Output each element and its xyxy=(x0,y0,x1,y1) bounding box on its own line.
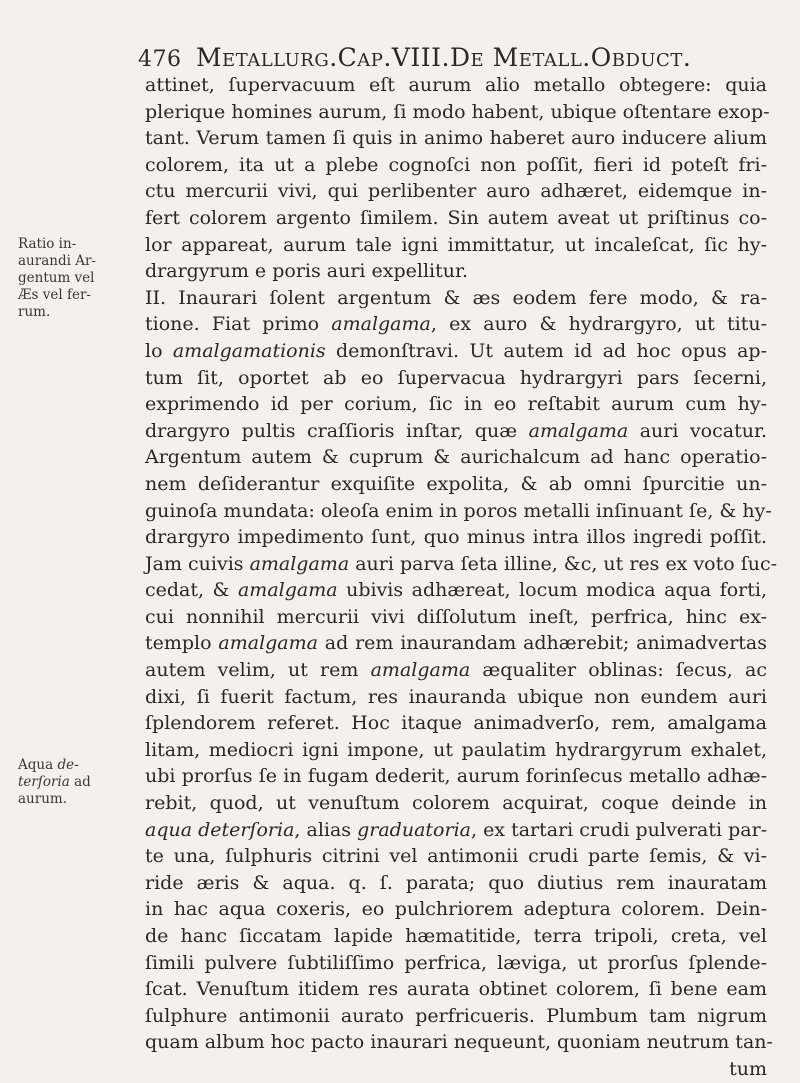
text-line xyxy=(145,178,767,205)
text-line xyxy=(145,232,767,259)
text-line xyxy=(145,152,767,179)
text-run: in hac aqua coxeris, eo pulchriorem adeptura colorem. Dein- xyxy=(145,898,767,921)
text-line xyxy=(145,737,767,764)
margin-note-line: terſoria ad xyxy=(18,774,91,790)
text-line xyxy=(145,99,770,126)
text-run: fert colorem argento ſimilem. Sin autem aveat ut priſtinus co- xyxy=(145,206,767,229)
text-line xyxy=(145,896,767,923)
italic-term: amalgama xyxy=(218,632,318,655)
margin-note-line: Ratio in- xyxy=(18,236,77,252)
text-line xyxy=(145,684,767,711)
text-line xyxy=(145,923,767,950)
text-run: Argentum autem & cuprum & aurichalcum ad hanc operatio- xyxy=(145,446,767,469)
text-run: ctu mercurii vivi, qui perlibenter auro adhæret, eidemque in- xyxy=(145,180,767,203)
text-line xyxy=(145,1003,767,1030)
text-line xyxy=(145,444,767,471)
text-run: tum ſit, oportet ab eo ſupervacua hydrargyri pars ſecerni, xyxy=(145,366,767,389)
text-line xyxy=(145,365,767,392)
italic-term: graduatoria xyxy=(357,818,471,841)
text-run: ad rem inaurandam adhærebit; animadvertas xyxy=(317,632,767,655)
text-line xyxy=(145,338,767,365)
italic-term: amalgamationis xyxy=(172,339,326,362)
text-run: demonſtravi. Ut autem id ad hoc opus ap- xyxy=(325,339,768,362)
text-run: ubivis adhæreat, locum modica aqua forti, xyxy=(337,579,768,602)
text-run: ſcat. Venuſtum itidem res aurata obtinet colorem, ſi bene eam xyxy=(145,978,767,1001)
text-line xyxy=(145,418,767,445)
text-run: attinet, ſupervacuum eſt aurum alio metallo obtegere: quia xyxy=(145,74,767,96)
text-line xyxy=(145,258,767,285)
text-run: exprimendo id per corium, ſic in eo reſtabit aurum cum hy- xyxy=(145,393,767,416)
margin-note-line: Aqua de- xyxy=(18,757,79,773)
text-run: ubi prorſus ſe in fugam dederit, aurum forinſecus metallo adhæ- xyxy=(145,765,767,788)
text-run: ſplendorem referet. Hoc itaque animadverſo, rem, amalgama xyxy=(145,712,767,735)
text-run: templo xyxy=(145,632,219,655)
text-line xyxy=(145,843,767,870)
margin-note-line: gentum vel xyxy=(18,270,95,286)
text-run: rebit, quod, ut venuſtum colorem acquirat, coque deinde in xyxy=(145,792,767,815)
italic-term: amalgama xyxy=(370,659,471,682)
text-line xyxy=(145,870,767,897)
text-run: plerique homines aurum, ſi modo habent, ubique oſtentare exop- xyxy=(145,100,770,123)
text-line xyxy=(145,1056,767,1083)
italic-term: amalgama xyxy=(249,552,350,575)
running-header xyxy=(138,43,778,72)
text-run: ſimili pulvere ſubtiliſſimo perfrica, læviga, ut prorſus ſplende- xyxy=(145,951,767,974)
text-run: litam, mediocri igni impone, ut paulatim hydrargyrum exhalet, xyxy=(145,738,767,761)
italic-term: amalgama xyxy=(237,579,338,602)
text-line xyxy=(145,391,767,418)
body-text xyxy=(145,72,778,1083)
margin-note-1 xyxy=(18,236,128,321)
margin-note-line: rum. xyxy=(18,304,51,320)
text-run: drargyro impedimento ſunt, quo minus intra illos ingredi poſſit. xyxy=(145,526,767,549)
text-line xyxy=(145,471,767,498)
text-run: quam album hoc pacto inaurari nequeunt, quoniam neutrum tan- xyxy=(145,1031,773,1054)
text-line xyxy=(145,710,767,737)
text-run: nem deſiderantur exquiſite expolita, & ab omni ſpurcitie un- xyxy=(145,472,767,495)
margin-note-2 xyxy=(18,757,128,808)
text-line xyxy=(145,551,778,578)
text-run: Jam cuivis xyxy=(145,552,250,575)
text-run: II. Inaurari ſolent argentum & æs eodem fere modo, & ra- xyxy=(145,286,767,309)
text-line xyxy=(145,498,772,525)
text-run: lor appareat, aurum tale igni immittatur, ut incaleſcat, ſic hy- xyxy=(145,233,767,256)
text-run: drargyro pultis craſſioris inſtar, quæ xyxy=(145,419,529,442)
text-run: , ex tartari crudi pulverati par- xyxy=(470,818,768,841)
text-run: colorem, ita ut a plebe cognoſci non poſſit, fieri id poteſt fri- xyxy=(145,153,767,176)
text-line xyxy=(145,125,767,152)
text-run: te una, ſulphuris citrini vel antimonii crudi parte ſemis, & vi- xyxy=(145,845,767,868)
text-run: ſulphure antimonii aurato perfricueris. Plumbum tam nigrum xyxy=(145,1004,767,1027)
page-number: 476 xyxy=(138,47,182,72)
text-line xyxy=(145,1029,773,1056)
italic-term: amalgama xyxy=(331,313,431,336)
text-run: ride æris & aqua. q. ſ. parata; quo diutius rem inauratam xyxy=(145,871,767,894)
text-run: tant. Verum tamen ſi quis in animo haberet auro inducere alium xyxy=(145,127,767,150)
margin-note-line: aurandi Ar- xyxy=(18,253,96,269)
text-run: tum xyxy=(729,1057,767,1080)
text-line xyxy=(145,72,767,99)
text-run: tione. Fiat primo xyxy=(145,313,332,336)
text-run: auri parva ſeta illine, &c, ut res ex voto ſuc- xyxy=(349,552,778,575)
text-line xyxy=(145,604,767,631)
italic-term: amalgama xyxy=(528,419,629,442)
margin-note-line: Æs vel fer- xyxy=(18,287,91,303)
text-run: auri vocatur. xyxy=(628,419,767,442)
text-line xyxy=(145,657,767,684)
text-run: cui nonnihil mercurii vivi diſſolutum ineſt, perfrica, hinc ex- xyxy=(145,605,767,628)
text-run: de hanc ſiccatam lapide hæmatitide, terra tripoli, creta, vel xyxy=(145,925,767,947)
running-title: Metallurg.Cap.VIII.De Metall.Obduct. xyxy=(195,43,692,72)
text-run: lo xyxy=(145,339,173,362)
text-run: autem velim, ut rem xyxy=(145,659,371,682)
text-run: guinoſa mundata: oleoſa enim in poros metalli inſinuant ſe, & hy- xyxy=(145,499,772,522)
text-line xyxy=(145,524,767,551)
text-line xyxy=(145,817,767,844)
text-line xyxy=(145,976,767,1003)
margin-note-line: aurum. xyxy=(18,791,67,807)
text-line xyxy=(145,311,767,338)
text-line xyxy=(145,950,767,977)
text-run: dixi, ſi fuerit factum, res inauranda ubique non eundem auri xyxy=(145,685,767,708)
text-line xyxy=(145,577,767,604)
text-run: drargyrum e poris auri expellitur. xyxy=(145,260,469,283)
text-run: æqualiter oblinas: ſecus, ac xyxy=(470,659,767,682)
text-line xyxy=(145,205,767,232)
text-line xyxy=(145,790,767,817)
italic-term: aqua deterſoria xyxy=(145,818,295,841)
text-run: cedat, & xyxy=(145,579,238,602)
text-run: , alias xyxy=(294,818,358,841)
text-line xyxy=(145,763,767,790)
text-line xyxy=(145,630,767,657)
text-run: , ex auro & hydrargyro, ut titu- xyxy=(430,313,767,336)
text-line xyxy=(145,285,767,312)
